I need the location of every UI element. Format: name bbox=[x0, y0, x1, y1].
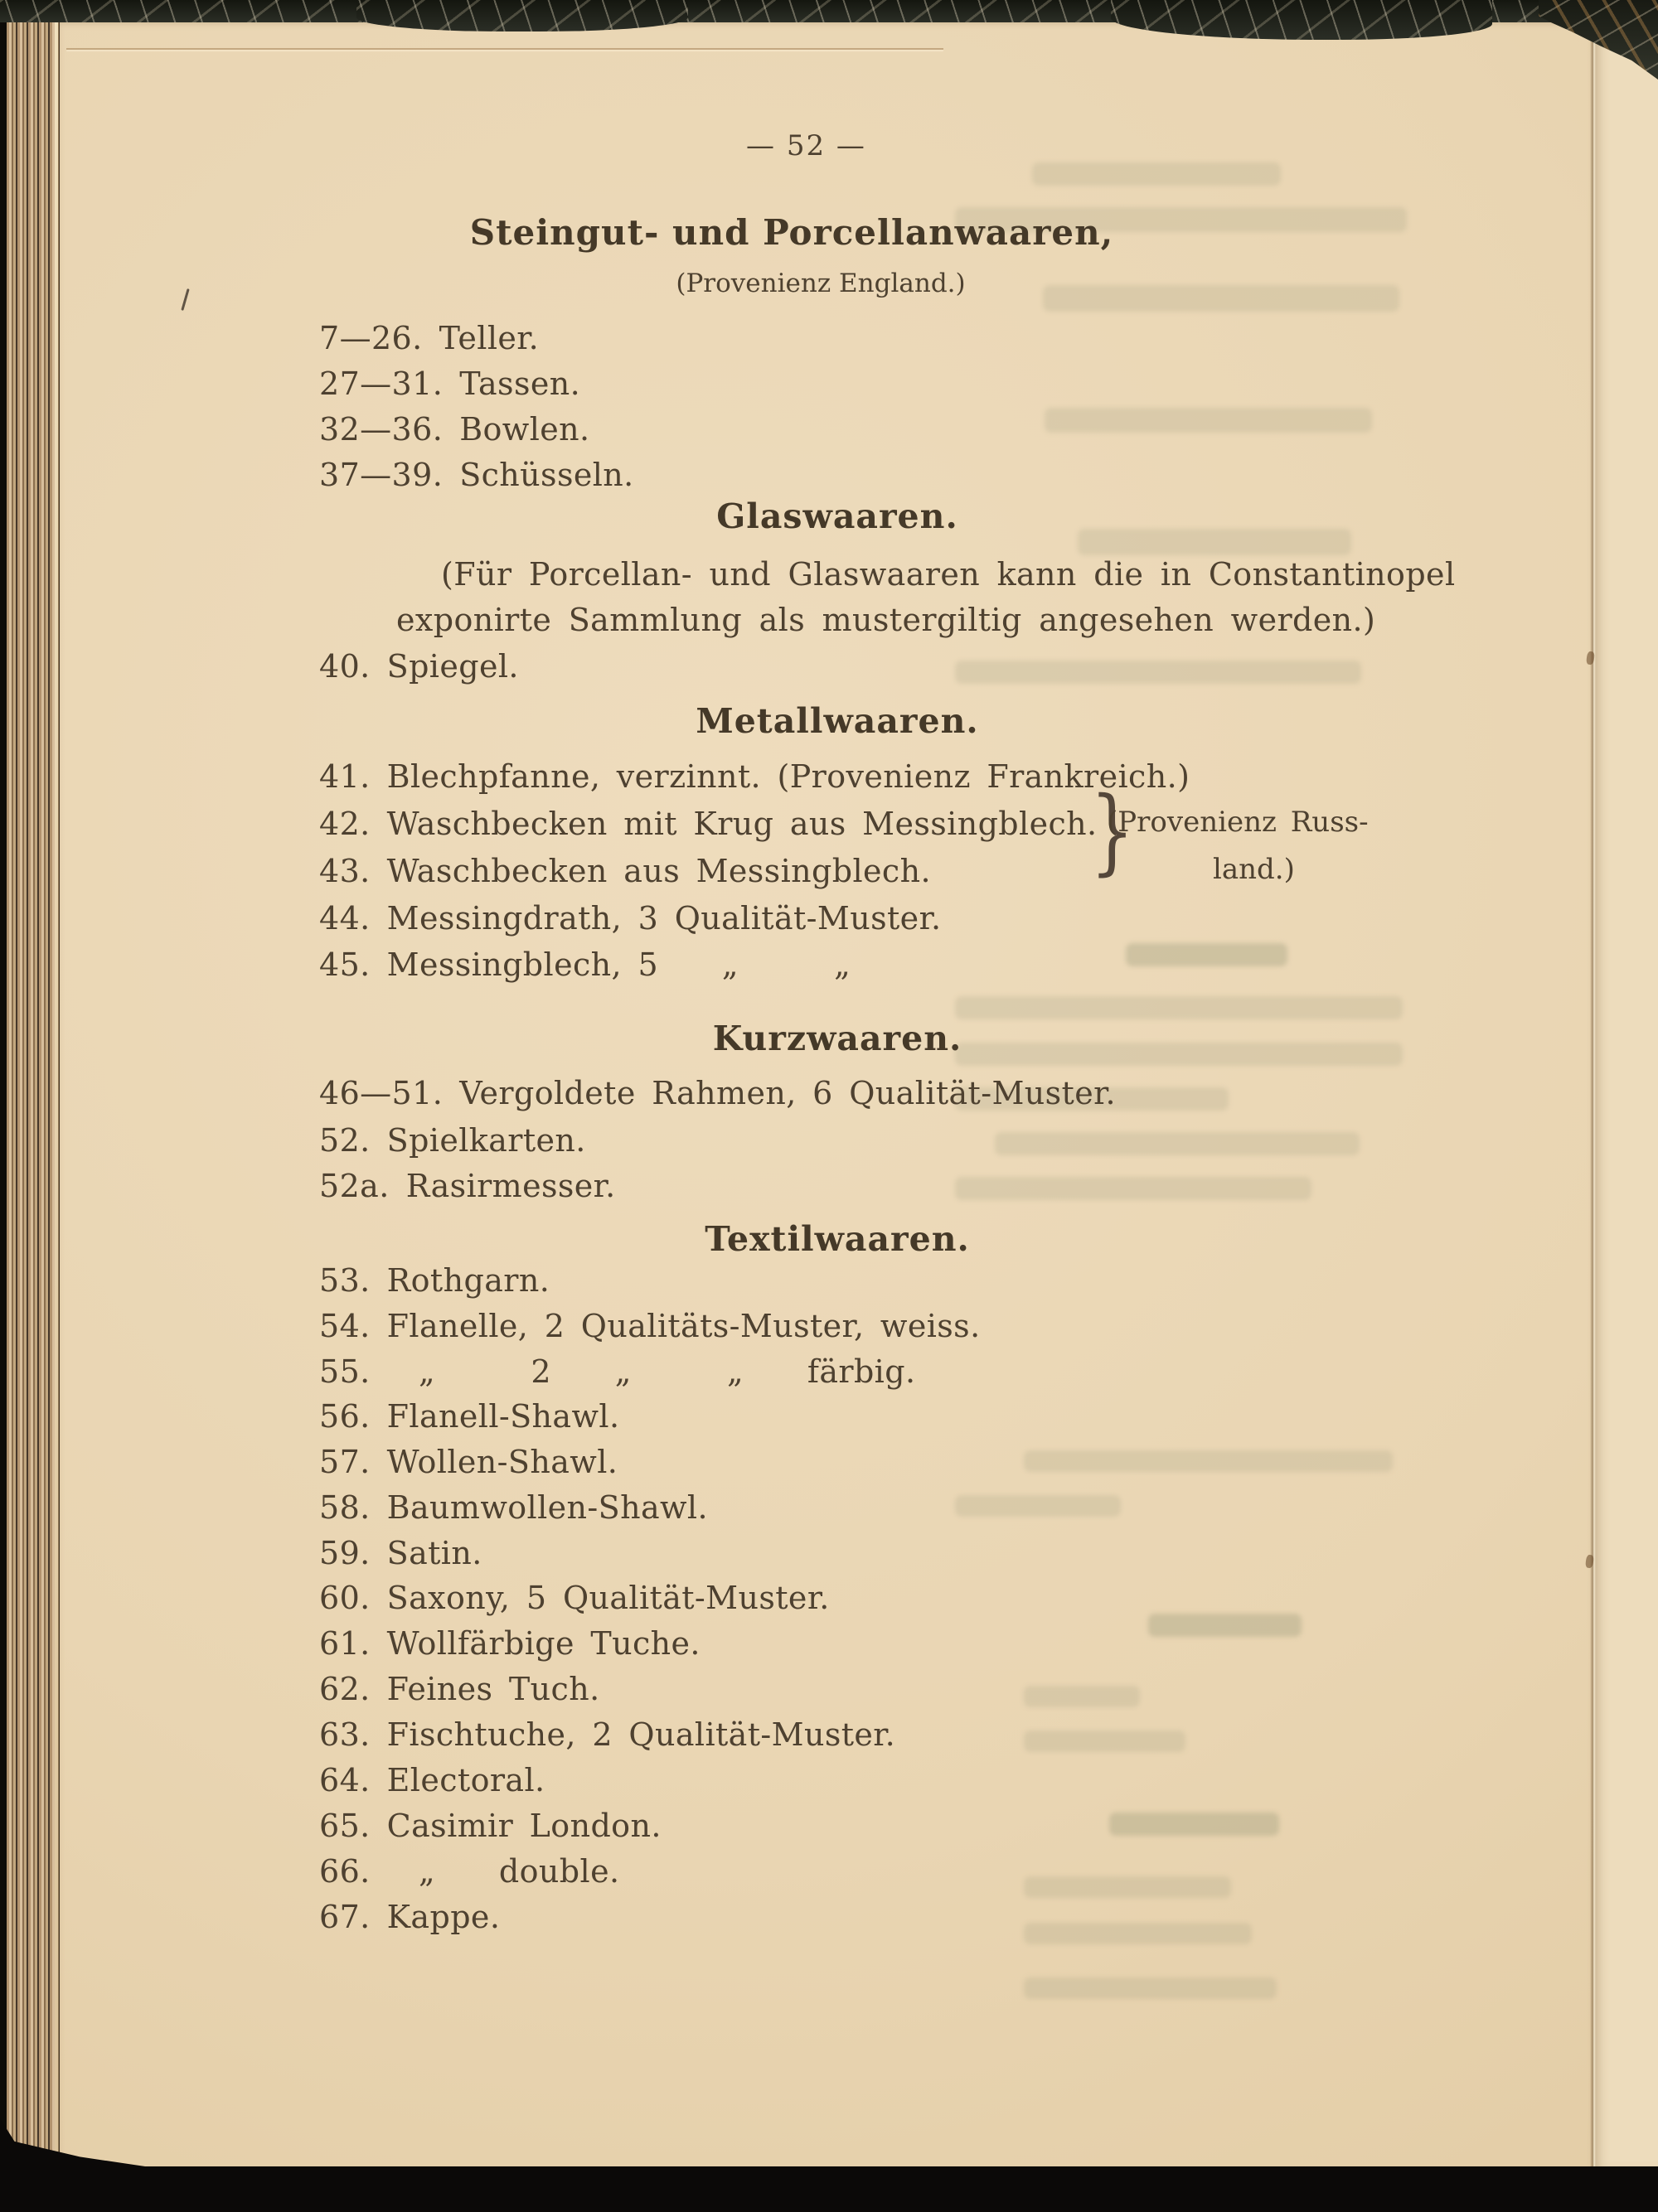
item-text: Waschbecken mit Krug aus Messingblech. bbox=[386, 806, 1098, 842]
item-text: Spielkarten. bbox=[386, 1122, 586, 1159]
item-number: 58. bbox=[319, 1489, 371, 1526]
item-number: 52a. bbox=[319, 1168, 390, 1204]
list-item bbox=[319, 457, 634, 493]
section-note-line: exponirte Sammlung als mustergiltig angesehen werden.) bbox=[396, 602, 1376, 638]
list-item bbox=[319, 758, 1190, 795]
item-text: Rasirmesser. bbox=[405, 1168, 616, 1204]
item-number: 45. bbox=[319, 946, 371, 983]
list-item bbox=[319, 853, 931, 889]
item-number: 63. bbox=[319, 1716, 371, 1753]
section-title-glaswaaren: Glaswaaren. bbox=[716, 496, 958, 536]
item-number: 53. bbox=[319, 1262, 371, 1299]
list-item bbox=[319, 1353, 915, 1390]
item-number: 54. bbox=[319, 1308, 371, 1344]
item-number: 64. bbox=[319, 1762, 371, 1798]
list-item bbox=[319, 1808, 662, 1844]
item-text: Flanell-Shawl. bbox=[386, 1398, 620, 1435]
bleed-through-text bbox=[1045, 408, 1372, 433]
bleed-through-text bbox=[955, 1177, 1311, 1200]
item-number: 37—39. bbox=[319, 457, 444, 493]
item-text: Electoral. bbox=[386, 1762, 545, 1798]
item-text: Wollfärbige Tuche. bbox=[386, 1625, 701, 1662]
list-item bbox=[319, 648, 519, 685]
bleed-through-text bbox=[1148, 1614, 1302, 1637]
item-text: „ double. bbox=[386, 1853, 620, 1890]
bleed-through-text bbox=[955, 1495, 1121, 1517]
list-item bbox=[319, 1168, 616, 1204]
list-item bbox=[319, 946, 851, 983]
item-text: Waschbecken aus Messingblech. bbox=[386, 853, 931, 889]
list-item bbox=[319, 1308, 981, 1344]
bleed-through-text bbox=[1032, 162, 1281, 186]
item-text: Kappe. bbox=[386, 1899, 501, 1935]
list-item bbox=[319, 1716, 895, 1753]
item-text: Casimir London. bbox=[386, 1808, 662, 1844]
item-text: Saxony, 5 Qualität-Muster. bbox=[386, 1580, 830, 1616]
item-text: Messingdrath, 3 Qualität-Muster. bbox=[386, 900, 942, 937]
item-number: 41. bbox=[319, 758, 371, 795]
section-title-metallwaaren: Metallwaaren. bbox=[696, 701, 979, 741]
page-number: — 52 — bbox=[746, 129, 866, 162]
item-number: 55. bbox=[319, 1353, 371, 1390]
item-number: 43. bbox=[319, 853, 371, 889]
item-number: 61. bbox=[319, 1625, 371, 1662]
item-number: 67. bbox=[319, 1899, 371, 1935]
item-text: Schüsseln. bbox=[459, 457, 634, 493]
item-number: 66. bbox=[319, 1853, 371, 1890]
item-number: 46—51. bbox=[319, 1075, 444, 1111]
list-item bbox=[319, 1075, 1116, 1111]
provenance-note-line: land.) bbox=[1213, 853, 1295, 886]
bleed-through-text bbox=[1024, 1686, 1140, 1707]
bleed-through-text bbox=[1024, 1977, 1277, 1999]
item-number: 27—31. bbox=[319, 365, 444, 402]
list-item bbox=[319, 1489, 708, 1526]
item-number: 57. bbox=[319, 1444, 371, 1480]
list-item bbox=[319, 900, 941, 937]
item-text: Baumwollen-Shawl. bbox=[386, 1489, 708, 1526]
item-text: Feines Tuch. bbox=[386, 1671, 600, 1707]
section-title-textilwaaren: Textilwaaren. bbox=[705, 1219, 970, 1259]
item-text: Satin. bbox=[386, 1535, 482, 1571]
bleed-through-text bbox=[1024, 1450, 1393, 1472]
item-text: Messingblech, 5 „ „ bbox=[386, 946, 851, 983]
item-number: 62. bbox=[319, 1671, 371, 1707]
item-number: 56. bbox=[319, 1398, 371, 1435]
item-text: Wollen-Shawl. bbox=[386, 1444, 618, 1480]
item-number: 32—36. bbox=[319, 411, 444, 448]
item-number: 44. bbox=[319, 900, 371, 937]
list-item bbox=[319, 1625, 701, 1662]
item-text: „ 2 „ „ färbig. bbox=[386, 1353, 916, 1390]
item-number: 52. bbox=[319, 1122, 371, 1159]
list-item bbox=[319, 1535, 482, 1571]
section-title-steingut: Steingut- und Porcellanwaaren, bbox=[469, 212, 1114, 253]
section-title-kurzwaaren: Kurzwaaren. bbox=[712, 1019, 962, 1058]
list-item bbox=[319, 1762, 545, 1798]
section-subtitle-provenance: (Provenienz England.) bbox=[676, 269, 966, 298]
bleed-through-text bbox=[1109, 1813, 1279, 1836]
item-text: Flanelle, 2 Qualitäts-Muster, weiss. bbox=[386, 1308, 981, 1344]
list-item bbox=[319, 1398, 619, 1435]
list-item bbox=[319, 1899, 500, 1935]
bleed-through-text bbox=[1024, 1876, 1231, 1898]
item-number: 60. bbox=[319, 1580, 371, 1616]
item-number: 40. bbox=[319, 648, 371, 685]
item-number: 65. bbox=[319, 1808, 371, 1844]
section-note-line: (Für Porcellan- und Glaswaaren kann die in Constantinopel bbox=[441, 556, 1456, 593]
bleed-through-text bbox=[1024, 1923, 1252, 1944]
list-item bbox=[319, 1122, 586, 1159]
list-item bbox=[319, 1444, 618, 1480]
stray-ink-mark bbox=[181, 288, 189, 311]
item-text: Rothgarn. bbox=[386, 1262, 550, 1299]
provenance-brace: } bbox=[1089, 777, 1135, 885]
item-text: Vergoldete Rahmen, 6 Qualität-Muster. bbox=[459, 1075, 1116, 1111]
list-item bbox=[319, 365, 580, 402]
item-text: Blechpfanne, verzinnt. (Provenienz Frankreich.) bbox=[386, 758, 1190, 795]
list-item bbox=[319, 1580, 830, 1616]
bleed-through-text bbox=[995, 1132, 1360, 1155]
item-number: 7—26. bbox=[319, 320, 423, 356]
list-item bbox=[319, 1853, 619, 1890]
bleed-through-text bbox=[955, 996, 1403, 1019]
item-text: Bowlen. bbox=[459, 411, 590, 448]
item-text: Spiegel. bbox=[386, 648, 519, 685]
item-number: 59. bbox=[319, 1535, 371, 1571]
bleed-through-text bbox=[1126, 943, 1287, 966]
list-item bbox=[319, 1262, 550, 1299]
item-number: 42. bbox=[319, 806, 371, 842]
item-text: Fischtuche, 2 Qualität-Muster. bbox=[386, 1716, 896, 1753]
item-text: Tassen. bbox=[459, 365, 581, 402]
list-item bbox=[319, 1671, 600, 1707]
bleed-through-text bbox=[955, 661, 1361, 684]
list-item bbox=[319, 806, 1098, 842]
item-text: Teller. bbox=[439, 320, 540, 356]
list-item bbox=[319, 411, 590, 448]
bleed-through-text bbox=[1024, 1730, 1185, 1752]
provenance-note-line: (Provenienz Russ- bbox=[1107, 806, 1369, 839]
list-item bbox=[319, 320, 539, 356]
